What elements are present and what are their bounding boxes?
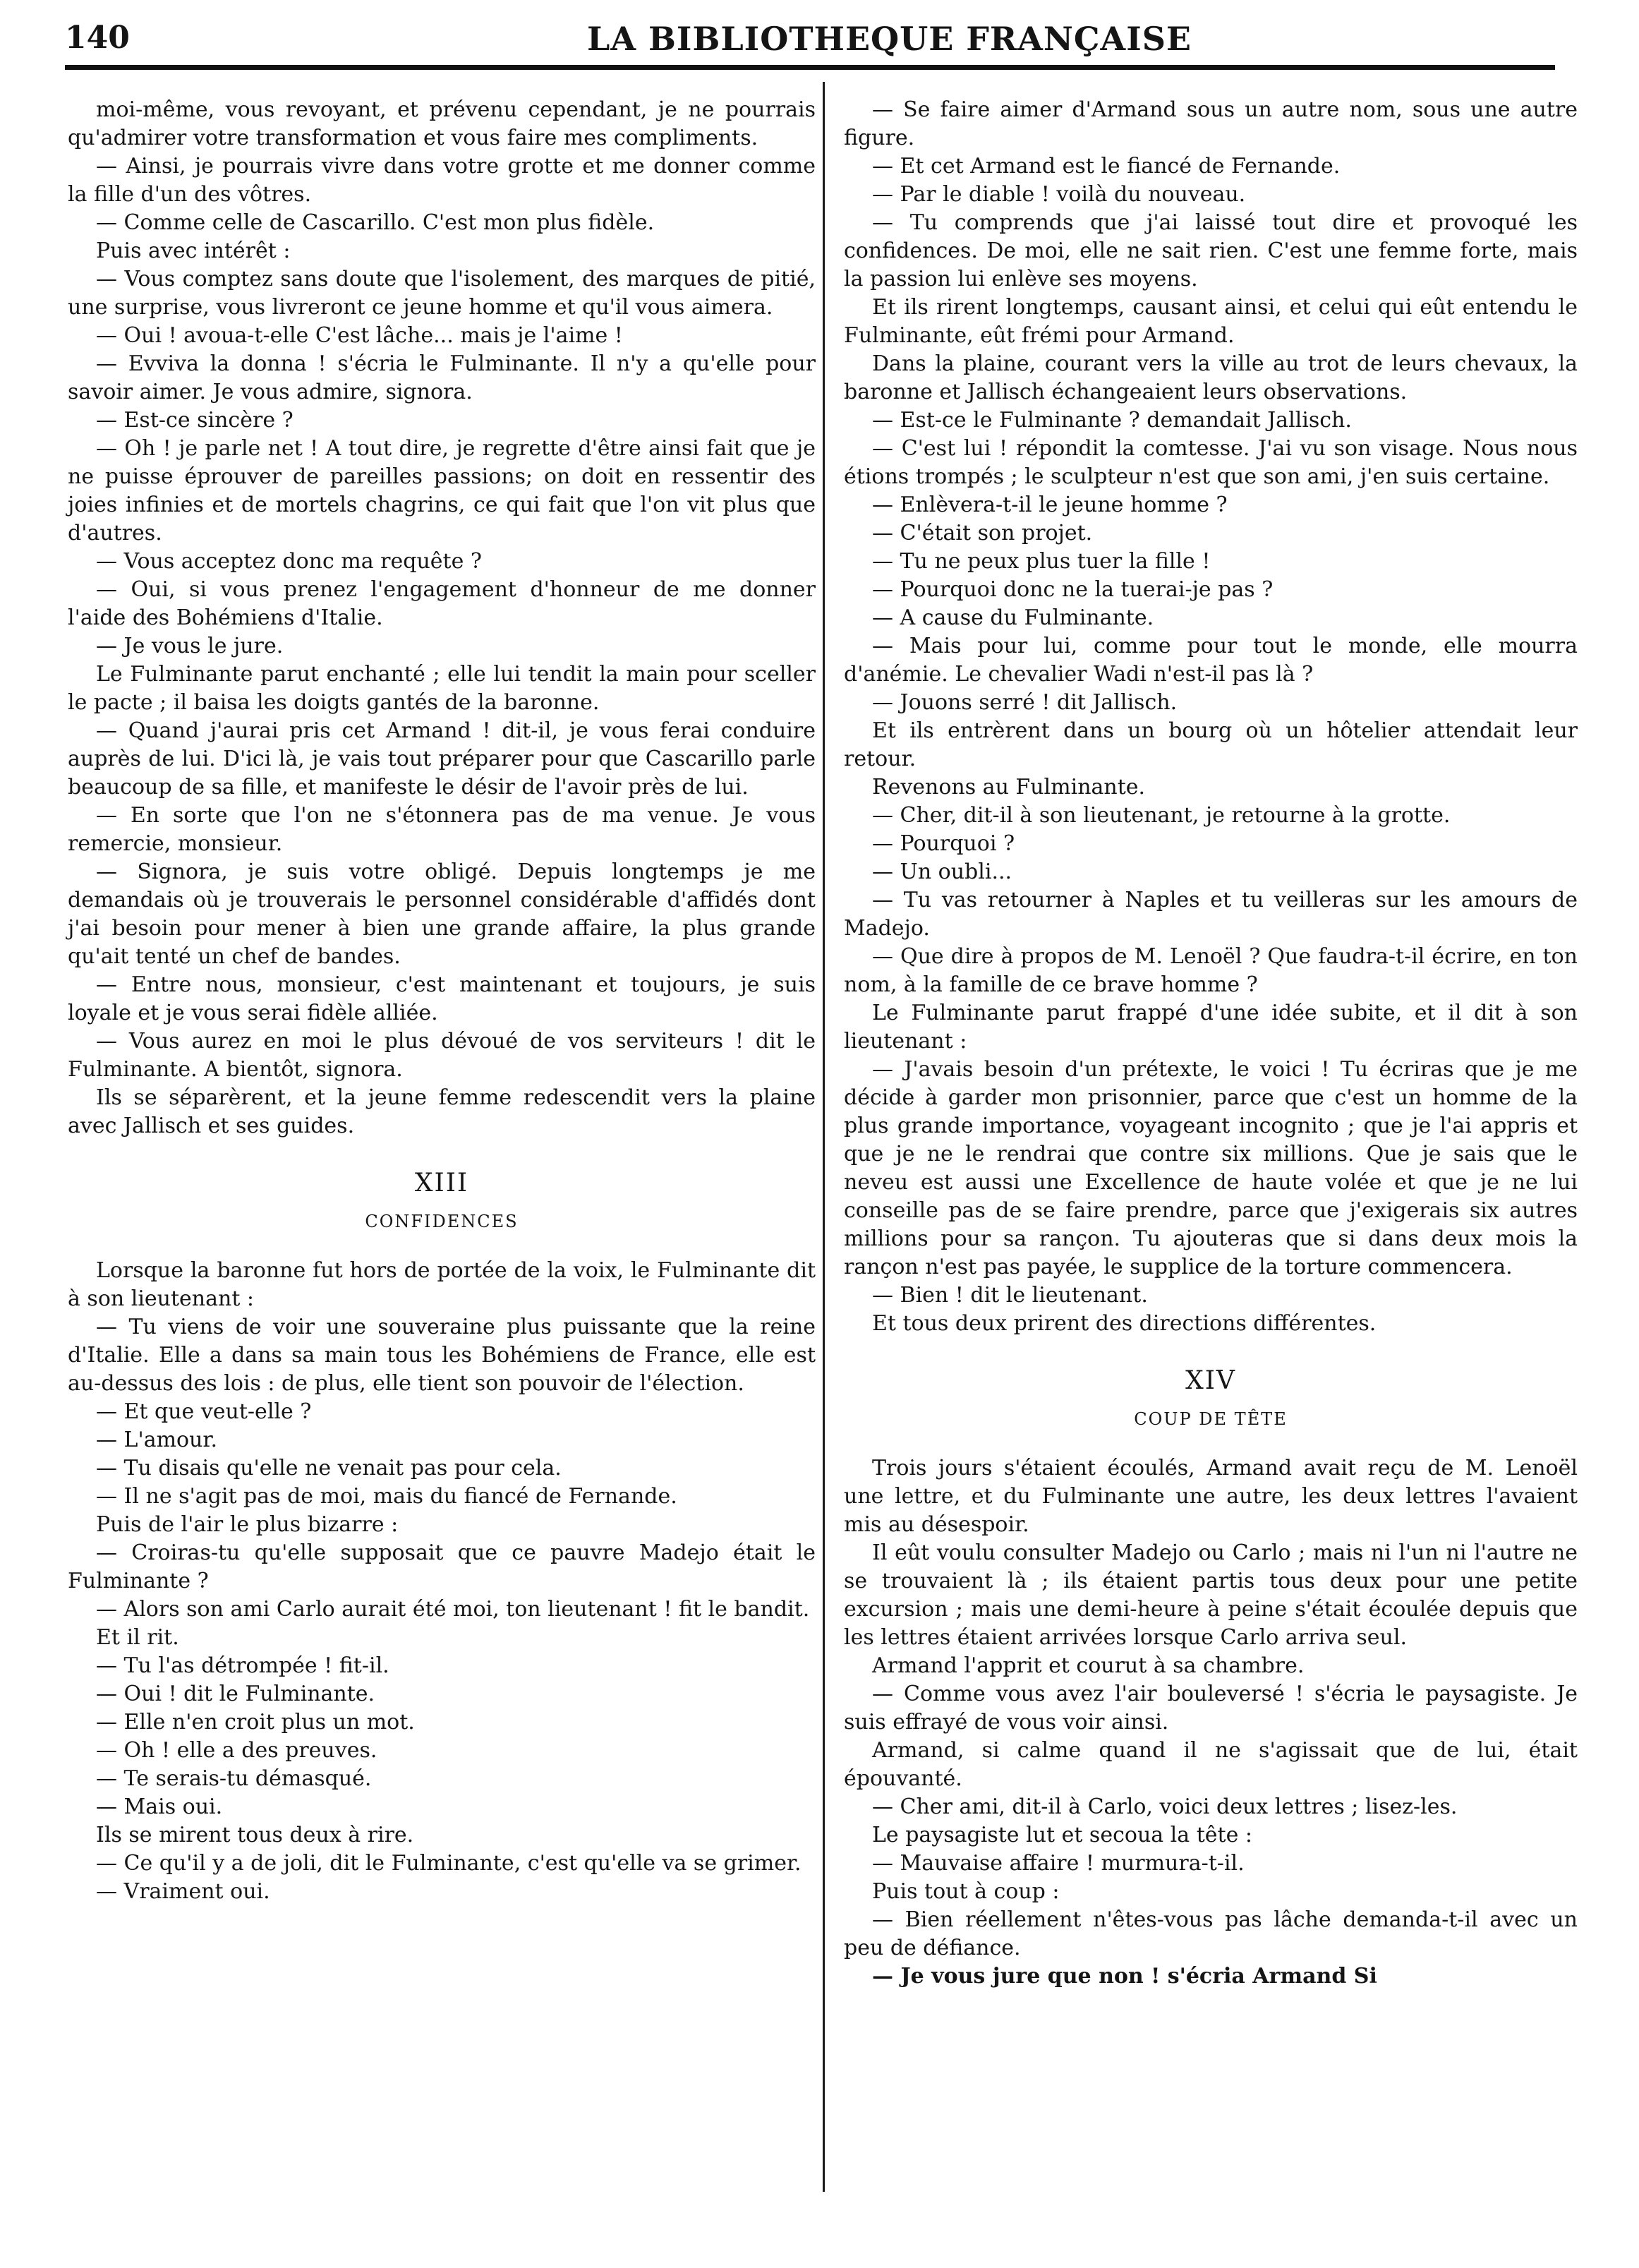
paragraph: Ils se mirent tous deux à rire. — [96, 1823, 414, 1847]
paragraph: — Oh ! elle a des preuves. — [96, 1738, 377, 1763]
right-text-block — [844, 96, 1578, 1338]
paragraph: — Bien réellement n'êtes-vous pas lâche demanda-t-il avec un peu de défiance. — [844, 1907, 1578, 1960]
paragraph: — Oh ! je parle net ! A tout dire, je regrette d'être ainsi fait que je ne puisse éprouver de pareilles passions; on doit en ressentir des joies infinies et de mortels chagrins, ce qui fait que l'on vit plus que d'autres. — [68, 436, 816, 545]
paragraph: — En sorte que l'on ne s'étonnera pas de ma venue. Je vous remercie, monsieur. — [68, 803, 816, 856]
paragraph: Revenons au Fulminante. — [872, 775, 1146, 800]
paragraph: Lorsque la baronne fut hors de portée de la voix, le Fulminante dit à son lieutenant : — [68, 1258, 816, 1311]
paragraph: — Alors son ami Carlo aurait été moi, ton lieutenant ! fit le bandit. — [96, 1597, 810, 1622]
paragraph: — Pourquoi donc ne la tuerai-je pas ? — [872, 577, 1274, 602]
chapter-title: CONFIDENCES — [365, 1212, 519, 1231]
paragraph: — Mauvaise affaire ! murmura-t-il. — [872, 1851, 1245, 1876]
page-number: 140 — [65, 20, 130, 56]
paragraph: — Vous comptez sans doute que l'isolement, des marques de pitié, une surprise, vous livreront ce jeune homme et qu'il vous aimera. — [68, 267, 816, 320]
left-text-block-2 — [68, 1257, 816, 1906]
paragraph: — Tu comprends que j'ai laissé tout dire et provoqué les confidences. De moi, elle ne sait rien. C'est une femme forte, mais la passion lui enlève ses moyens. — [844, 210, 1578, 291]
paragraph: — Est-ce sincère ? — [96, 408, 294, 433]
paragraph: — Croiras-tu qu'elle supposait que ce pauvre Madejo était le Fulminante ? — [68, 1540, 816, 1593]
paragraph: Puis avec intérêt : — [96, 239, 291, 263]
paragraph: Le paysagiste lut et secoua la tête : — [872, 1823, 1252, 1847]
paragraph: moi-même, vous revoyant, et prévenu cependant, je ne pourrais qu'admirer votre transformation et vous faire mes compliments. — [68, 97, 816, 150]
page-header — [65, 20, 1554, 62]
paragraph: Et tous deux prirent des directions différentes. — [872, 1311, 1377, 1336]
paragraph: — Est-ce le Fulminante ? demandait Jallisch. — [872, 408, 1352, 433]
paragraph: — C'est lui ! répondit la comtesse. J'ai vu son visage. Nous nous étions trompés ; le sculpteur n'est que son ami, j'en suis certaine. — [844, 436, 1578, 489]
paragraph: — Tu l'as détrompée ! fit-il. — [96, 1653, 389, 1678]
paragraph: — Enlèvera-t-il le jeune homme ? — [872, 493, 1228, 517]
paragraph: — Et que veut-elle ? — [96, 1399, 312, 1424]
paragraph: — Te serais-tu démasqué. — [96, 1766, 372, 1791]
paragraph: — Tu disais qu'elle ne venait pas pour cela. — [96, 1456, 562, 1480]
paragraph: Et ils rirent longtemps, causant ainsi, et celui qui eût entendu le Fulminante, eût frémi pour Armand. — [844, 295, 1578, 348]
paragraph: — Bien ! dit le lieutenant. — [872, 1283, 1148, 1308]
paragraph: — Par le diable ! voilà du nouveau. — [872, 182, 1246, 207]
paragraph: — Je vous jure que non ! s'écria Armand Si — [872, 1964, 1377, 1989]
right-text-block-2 — [844, 1454, 1578, 1991]
paragraph: — Oui ! dit le Fulminante. — [96, 1682, 375, 1706]
paragraph: — Tu viens de voir une souveraine plus puissante que la reine d'Italie. Elle a dans sa main tous les Bohémiens de France, elle est au-dessus des lois : de plus, elle tient son pouvoir de l'élection. — [68, 1315, 816, 1396]
paragraph: — Tu ne peux plus tuer la fille ! — [872, 549, 1211, 574]
paragraph: — Quand j'aurai pris cet Armand ! dit-il, je vous ferai conduire auprès de lui. D'ici là, je vais tout préparer pour que Cascarillo parle beaucoup de sa fille, et manifeste le désir de l'avoir près de lui. — [68, 718, 816, 800]
left-text-block — [68, 96, 816, 1140]
paragraph: Armand, si calme quand il ne s'agissait que de lui, était épouvanté. — [844, 1738, 1578, 1791]
paragraph: — Pourquoi ? — [872, 831, 1015, 856]
paragraph: Et il rit. — [96, 1625, 179, 1650]
paragraph: — L'amour. — [96, 1428, 218, 1452]
paragraph: — Se faire aimer d'Armand sous un autre nom, sous une autre figure. — [844, 97, 1578, 150]
paragraph: — Comme celle de Cascarillo. C'est mon plus fidèle. — [96, 210, 655, 235]
chapter-title: COUP DE TÊTE — [1134, 1409, 1288, 1429]
paragraph: Il eût voulu consulter Madejo ou Carlo ; mais ni l'un ni l'autre ne se trouvaient là ; ils étaient partis tous deux pour une petite excursion ; mais une demi-heure à peine s'était écoulée depuis que les lettres étaient arrivées lorsque Carlo arriva seul. — [844, 1540, 1578, 1650]
journal-title: LA BIBLIOTHEQUE FRANÇAISE — [587, 20, 1192, 58]
paragraph: Et ils entrèrent dans un bourg où un hôtelier attendait leur retour. — [844, 718, 1578, 771]
paragraph: — Comme vous avez l'air bouleversé ! s'écria le paysagiste. Je suis effrayé de vous voir ainsi. — [844, 1682, 1578, 1735]
paragraph: — Vraiment oui. — [96, 1879, 270, 1904]
paragraph: — Evviva la donna ! s'écria le Fulminante. Il n'y a qu'elle pour savoir aimer. Je vous admire, signora. — [68, 351, 816, 404]
paragraph: — Oui ! avoua-t-elle C'est lâche... mais je l'aime ! — [96, 323, 623, 348]
paragraph: Armand l'apprit et courut à sa chambre. — [872, 1653, 1305, 1678]
paragraph: — Oui, si vous prenez l'engagement d'honneur de me donner l'aide des Bohémiens d'Italie. — [68, 577, 816, 630]
column-divider — [823, 82, 825, 2192]
paragraph: Trois jours s'étaient écoulés, Armand avait reçu de M. Lenoël une lettre, et du Fulminante une autre, les deux lettres l'avaient mis au désespoir. — [844, 1456, 1578, 1537]
header-rule — [65, 65, 1555, 70]
paragraph: — Vous aurez en moi le plus dévoué de vos serviteurs ! dit le Fulminante. A bientôt, signora. — [68, 1029, 816, 1082]
paragraph: Ils se séparèrent, et la jeune femme redescendit vers la plaine avec Jallisch et ses guides. — [68, 1085, 816, 1138]
paragraph: Puis de l'air le plus bizarre : — [96, 1512, 399, 1537]
paragraph: — Cher ami, dit-il à Carlo, voici deux lettres ; lisez-les. — [872, 1795, 1458, 1819]
paragraph: — Que dire à propos de M. Lenoël ? Que faudra-t-il écrire, en ton nom, à la famille de ce brave homme ? — [844, 944, 1578, 997]
paragraph: — Je vous le jure. — [96, 634, 284, 658]
paragraph: — Il ne s'agit pas de moi, mais du fiancé de Fernande. — [96, 1484, 677, 1509]
paragraph: — Un oubli... — [872, 859, 1012, 884]
left-column — [68, 96, 816, 1906]
paragraph: Puis tout à coup : — [872, 1879, 1060, 1904]
paragraph: Le Fulminante parut frappé d'une idée subite, et il dit à son lieutenant : — [844, 1001, 1578, 1054]
paragraph: — Et cet Armand est le fiancé de Fernande. — [872, 154, 1341, 179]
paragraph: — J'avais besoin d'un prétexte, le voici ! Tu écriras que je me décide à garder mon prisonnier, parce que c'est un homme de la plus grande importance, voyageant incognito ; que je l'ai appris et que je ne le rendrai que contre six millions. Que je sais que le neveu est aussi une Excellence de haute volée et que je ne lui conseille pas de se faire prendre, parce que j'exigerais six autres millions pour sa rançon. Tu ajouteras que si dans deux mois la rançon n'est pas payée, le supplice de la torture commencera. — [844, 1057, 1578, 1279]
paragraph: — Ce qu'il y a de joli, dit le Fulminante, c'est qu'elle va se grimer. — [96, 1851, 802, 1876]
paragraph: — Mais pour lui, comme pour tout le monde, elle mourra d'anémie. Le chevalier Wadi n'est-il pas là ? — [844, 634, 1578, 687]
paragraph: — Jouons serré ! dit Jallisch. — [872, 690, 1178, 715]
chapter-number: XIV — [1185, 1366, 1236, 1395]
paragraph: — Signora, je suis votre obligé. Depuis longtemps je me demandais où je trouverais le personnel considérable d'affidés dont j'ai besoin pour mener à bien une grande affaire, la plus grande qu'ait tenté un chef de bandes. — [68, 859, 816, 969]
paragraph: — Ainsi, je pourrais vivre dans votre grotte et me donner comme la fille d'un des vôtres. — [68, 154, 816, 207]
right-column — [844, 96, 1578, 1991]
paragraph: — Mais oui. — [96, 1795, 223, 1819]
paragraph: — Elle n'en croit plus un mot. — [96, 1710, 415, 1735]
paragraph: Le Fulminante parut enchanté ; elle lui tendit la main pour sceller le pacte ; il baisa les doigts gantés de la baronne. — [68, 662, 816, 715]
paragraph: — Tu vas retourner à Naples et tu veilleras sur les amours de Madejo. — [844, 888, 1578, 941]
paragraph: — C'était son projet. — [872, 521, 1093, 545]
paragraph: — Entre nous, monsieur, c'est maintenant et toujours, je suis loyale et je vous serai fidèle alliée. — [68, 972, 816, 1025]
paragraph: Dans la plaine, courant vers la ville au trot de leurs chevaux, la baronne et Jallisch échangeaient leurs observations. — [844, 351, 1578, 404]
paragraph: — A cause du Fulminante. — [872, 605, 1154, 630]
chapter-number: XIII — [414, 1169, 469, 1198]
paragraph: — Cher, dit-il à son lieutenant, je retourne à la grotte. — [872, 803, 1451, 828]
paragraph: — Vous acceptez donc ma requête ? — [96, 549, 482, 574]
